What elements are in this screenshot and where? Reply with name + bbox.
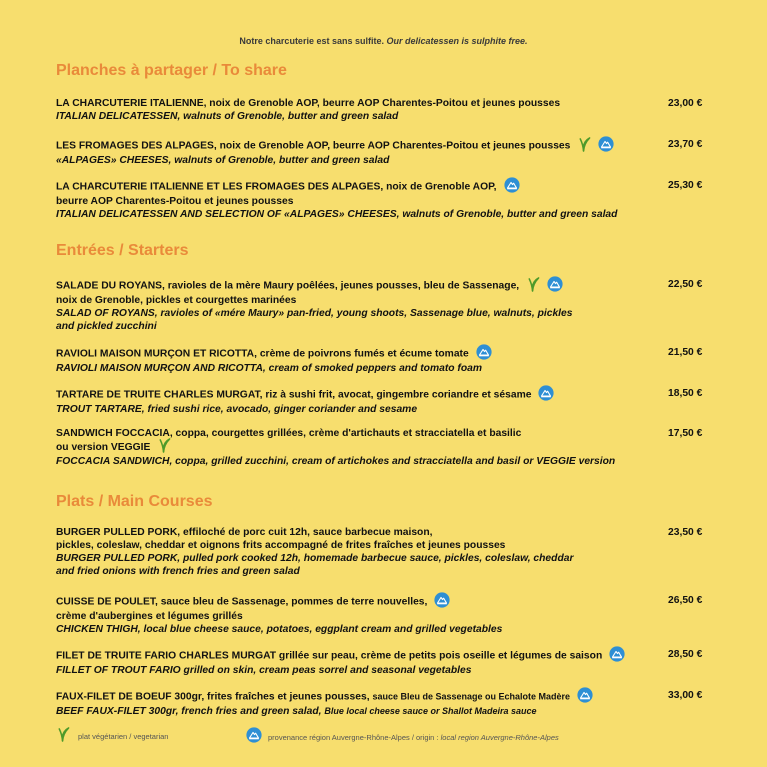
item-en-cont: and fried onions with french fries and green salad (56, 566, 300, 577)
item-fr-cont: beurre AOP Charentes-Poitou et jeunes pousses (56, 196, 294, 207)
item-fr: LA CHARCUTERIE ITALIENNE ET LES FROMAGES DES ALPAGES, noix de Grenoble AOP, (56, 181, 497, 193)
item-price: 23,00 € (668, 98, 703, 109)
item-fr-cont: pickles, coleslaw, cheddar et oignons frits accompagné de frites fraîches et jeunes pousses (56, 540, 506, 551)
legend-veg-label: plat végétarien / vegetarian (78, 732, 169, 742)
menu-item (56, 97, 656, 123)
item-en-sauce: Blue local cheese sauce or Shallot Madeira sauce (324, 706, 537, 716)
section-title-mains: Plats / Main Courses (56, 493, 213, 510)
item-en: RAVIOLI MAISON MURÇON AND RICOTTA, cream of smoked peppers and tomato foam (56, 363, 483, 374)
item-fr: FAUX-FILET DE BOEUF 300gr, frites fraîches et jeunes pousses, (56, 691, 370, 703)
item-en-cont: and pickled zucchini (56, 321, 157, 332)
mountain-badge-icon (547, 276, 563, 292)
item-en: BURGER PULLED PORK, pulled pork cooked 12h, homemade barbecue sauce, pickles, coleslaw, cheddar (56, 553, 574, 564)
legend-vegetarian (56, 727, 168, 742)
item-en: SALAD OF ROYANS, ravioles of «mére Maury» pan-fried, young shoots, Sassenage blue, walnuts, pickles (56, 308, 573, 319)
item-price: 22,50 € (668, 279, 703, 290)
item-en: BEEF FAUX-FILET 300gr, french fries and green salad, (56, 706, 322, 717)
section-title-share: Planches à partager / To share (56, 62, 287, 79)
menu-item (56, 346, 656, 375)
leaf-icon (56, 727, 70, 742)
menu-item (56, 526, 656, 578)
item-en: ITALIAN DELICATESSEN AND SELECTION OF «ALPAGES» CHEESES, walnuts of Grenoble, butter and green salad (56, 209, 618, 220)
item-fr: SANDWICH FOCCACIA, coppa, courgettes grillées, crème d'artichauts et stracciatella et basilic (56, 428, 522, 439)
item-en: TROUT TARTARE, fried sushi rice, avocado, ginger coriander and sesame (56, 404, 418, 415)
item-price: 21,50 € (668, 347, 703, 358)
item-price: 28,50 € (668, 649, 703, 660)
menu-item (56, 689, 656, 718)
mountain-badge-icon (246, 727, 262, 743)
item-fr: TARTARE DE TRUITE CHARLES MURGAT, riz à sushi frit, avocat, gingembre coriandre et sésame (56, 389, 532, 401)
menu-item (56, 427, 656, 468)
item-en: CHICKEN THIGH, local blue cheese sauce, potatoes, eggplant cream and grilled vegetables (56, 624, 503, 635)
item-en: «ALPAGES» CHEESES, walnuts of Grenoble, butter and green salad (56, 155, 390, 166)
item-fr: CUISSE DE POULET, sauce bleu de Sassenage, pommes de terre nouvelles, (56, 596, 428, 608)
item-fr: LA CHARCUTERIE ITALIENNE, noix de Grenoble AOP, beurre AOP Charentes-Poitou et jeunes pousses (56, 98, 561, 109)
item-price: 18,50 € (668, 388, 703, 399)
notice-en: Our delicatessen is sulphite free. (386, 36, 528, 46)
menu-item (56, 387, 656, 416)
item-fr: FILET DE TRUITE FARIO CHARLES MURGAT grillée sur peau, crème de petits pois oseille et légumes de saison (56, 650, 603, 662)
item-fr-cont: ou version VEGGIE (56, 442, 151, 454)
item-en: FOCCACIA SANDWICH, coppa, grilled zucchini, cream of artichokes and stracciatella and basil or VEGGIE version (56, 456, 616, 467)
item-price: 26,50 € (668, 595, 703, 606)
mountain-badge-icon (598, 136, 614, 152)
item-fr: LES FROMAGES DES ALPAGES, noix de Grenoble AOP, beurre AOP Charentes-Poitou et jeunes pousses (56, 140, 571, 152)
item-en: ITALIAN DELICATESSEN, walnuts of Grenoble, butter and green salad (56, 111, 399, 122)
mountain-badge-icon (609, 646, 625, 662)
item-price: 25,30 € (668, 180, 703, 191)
mountain-badge-icon (476, 344, 492, 360)
section-title-starters: Entrées / Starters (56, 242, 189, 259)
item-fr-sauce: sauce Bleu de Sassenage ou Echalote Madère (372, 691, 571, 702)
menu-item (56, 594, 656, 636)
menu-item (56, 648, 666, 677)
leaf-icon (157, 438, 171, 453)
item-fr: SALADE DU ROYANS, ravioles de la mère Maury poêlées, jeunes pousses, bleu de Sassenage, (56, 280, 520, 292)
legend-origin-label-en: local region Auvergne-Rhône-Alpes (440, 732, 559, 742)
item-fr-cont: noix de Grenoble, pickles et courgettes marinées (56, 295, 297, 306)
legend-origin (246, 727, 559, 743)
sulphite-notice (0, 36, 767, 46)
menu-item (56, 138, 656, 167)
item-en: FILLET OF TROUT FARIO grilled on skin, cream peas sorrel and seasonal vegetables (56, 665, 472, 676)
item-fr-cont: crème d'aubergines et légumes grillés (56, 611, 243, 622)
item-price: 23,70 € (668, 139, 703, 150)
item-price: 33,00 € (668, 690, 703, 701)
item-price: 17,50 € (668, 428, 703, 439)
mountain-badge-icon (538, 385, 554, 401)
leaf-icon (526, 277, 540, 292)
menu-item (56, 179, 656, 221)
legend-origin-label: provenance région Auvergne-Rhône-Alpes / origin : (268, 732, 441, 742)
mountain-badge-icon (504, 177, 520, 193)
menu-item (56, 278, 656, 333)
mountain-badge-icon (434, 592, 450, 608)
leaf-icon (577, 137, 591, 152)
notice-fr: Notre charcuterie est sans sulfite. (239, 36, 384, 46)
item-price: 23,50 € (668, 527, 703, 538)
item-fr: RAVIOLI MAISON MURÇON ET RICOTTA, crème de poivrons fumés et écume tomate (56, 348, 469, 360)
mountain-badge-icon (577, 687, 593, 703)
item-fr: BURGER PULLED PORK, effiloché de porc cuit 12h, sauce barbecue maison, (56, 527, 433, 538)
